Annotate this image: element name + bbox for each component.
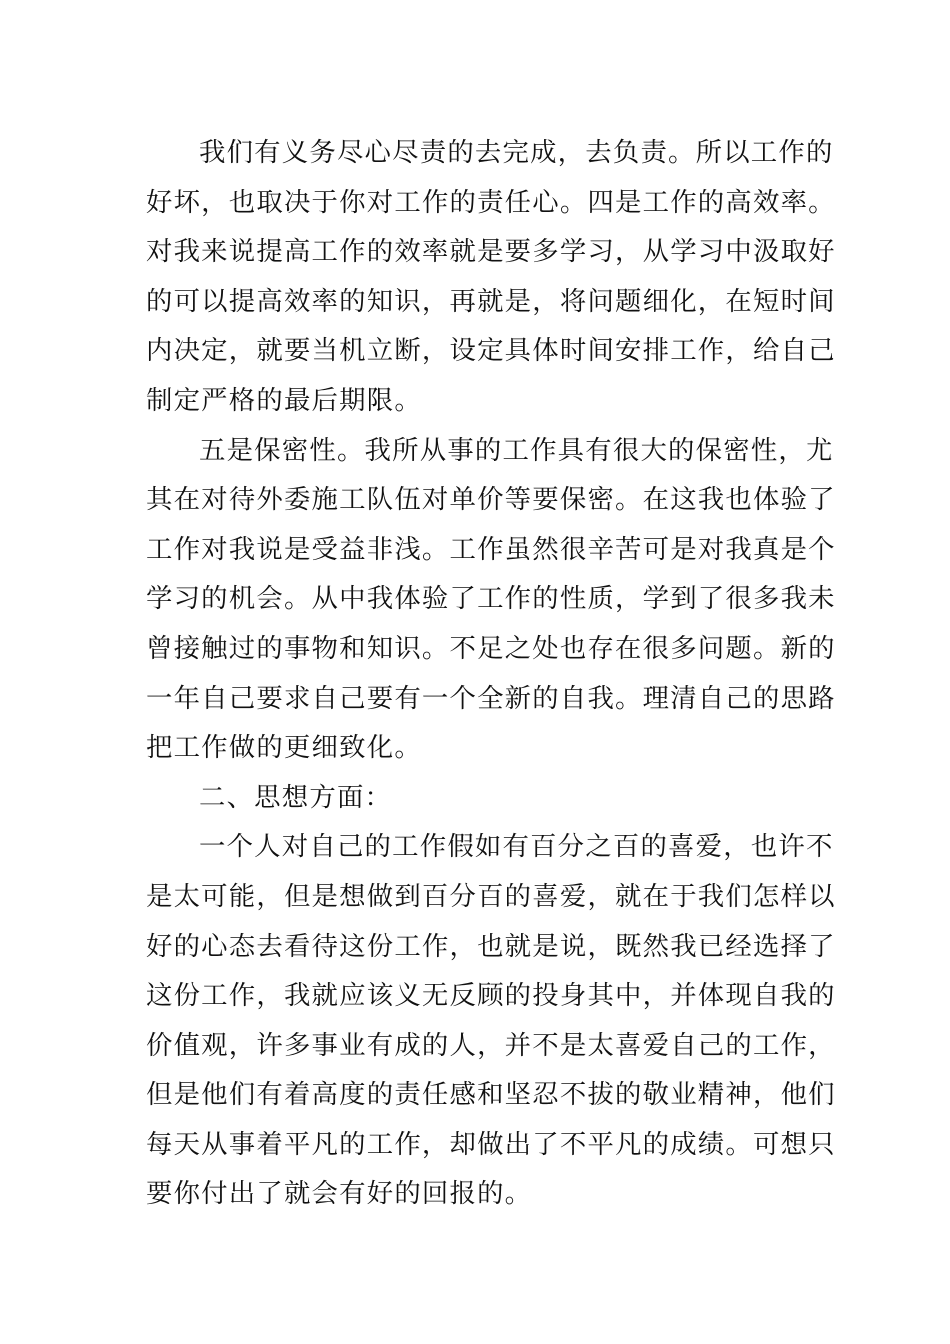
text-line: 好的心态去看待这份工作，也就是说，既然我已经选择了 <box>146 930 836 962</box>
text-line: 好坏，也取决于你对工作的责任心。四是工作的高效率。 <box>146 186 836 218</box>
text-line: 学习的机会。从中我体验了工作的性质，学到了很多我未 <box>146 583 836 615</box>
text-line: 是太可能，但是想做到百分百的喜爱，就在于我们怎样以 <box>146 880 836 912</box>
document-body <box>146 128 836 1219</box>
text-line: 的可以提高效率的知识，再就是，将问题细化，在短时间 <box>146 285 836 317</box>
text-line: 每天从事着平凡的工作，却做出了不平凡的成绩。可想只 <box>146 1128 836 1160</box>
text-line: 但是他们有着高度的责任感和坚忍不拔的敬业精神，他们 <box>146 1079 836 1111</box>
text-line: 把工作做的更细致化。 <box>146 732 422 764</box>
text-line: 一年自己要求自己要有一个全新的自我。理清自己的思路 <box>146 682 836 714</box>
text-line: 内决定，就要当机立断，设定具体时间安排工作，给自己 <box>146 335 836 367</box>
text-line: 一个人对自己的工作假如有百分之百的喜爱，也许不 <box>199 831 834 863</box>
text-line: 工作对我说是受益非浅。工作虽然很辛苦可是对我真是个 <box>146 533 836 565</box>
text-line: 其在对待外委施工队伍对单价等要保密。在这我也体验了 <box>146 484 836 516</box>
text-line: 我们有义务尽心尽责的去完成，去负责。所以工作的 <box>199 137 834 168</box>
text-line: 要你付出了就会有好的回报的。 <box>146 1178 533 1210</box>
text-line: 五是保密性。我所从事的工作具有很大的保密性，尤 <box>199 434 834 466</box>
text-line: 曾接触过的事物和知识。不足之处也存在很多问题。新的 <box>146 632 836 664</box>
text-line: 价值观，许多事业有成的人，并不是太喜爱自己的工作， <box>146 1029 836 1061</box>
text-line: 制定严格的最后期限。 <box>146 384 422 416</box>
section-heading: 二、思想方面： <box>199 781 393 813</box>
text-line: 这份工作，我就应该义无反顾的投身其中，并体现自我的 <box>146 980 836 1012</box>
text-line: 对我来说提高工作的效率就是要多学习，从学习中汲取好 <box>146 236 836 268</box>
